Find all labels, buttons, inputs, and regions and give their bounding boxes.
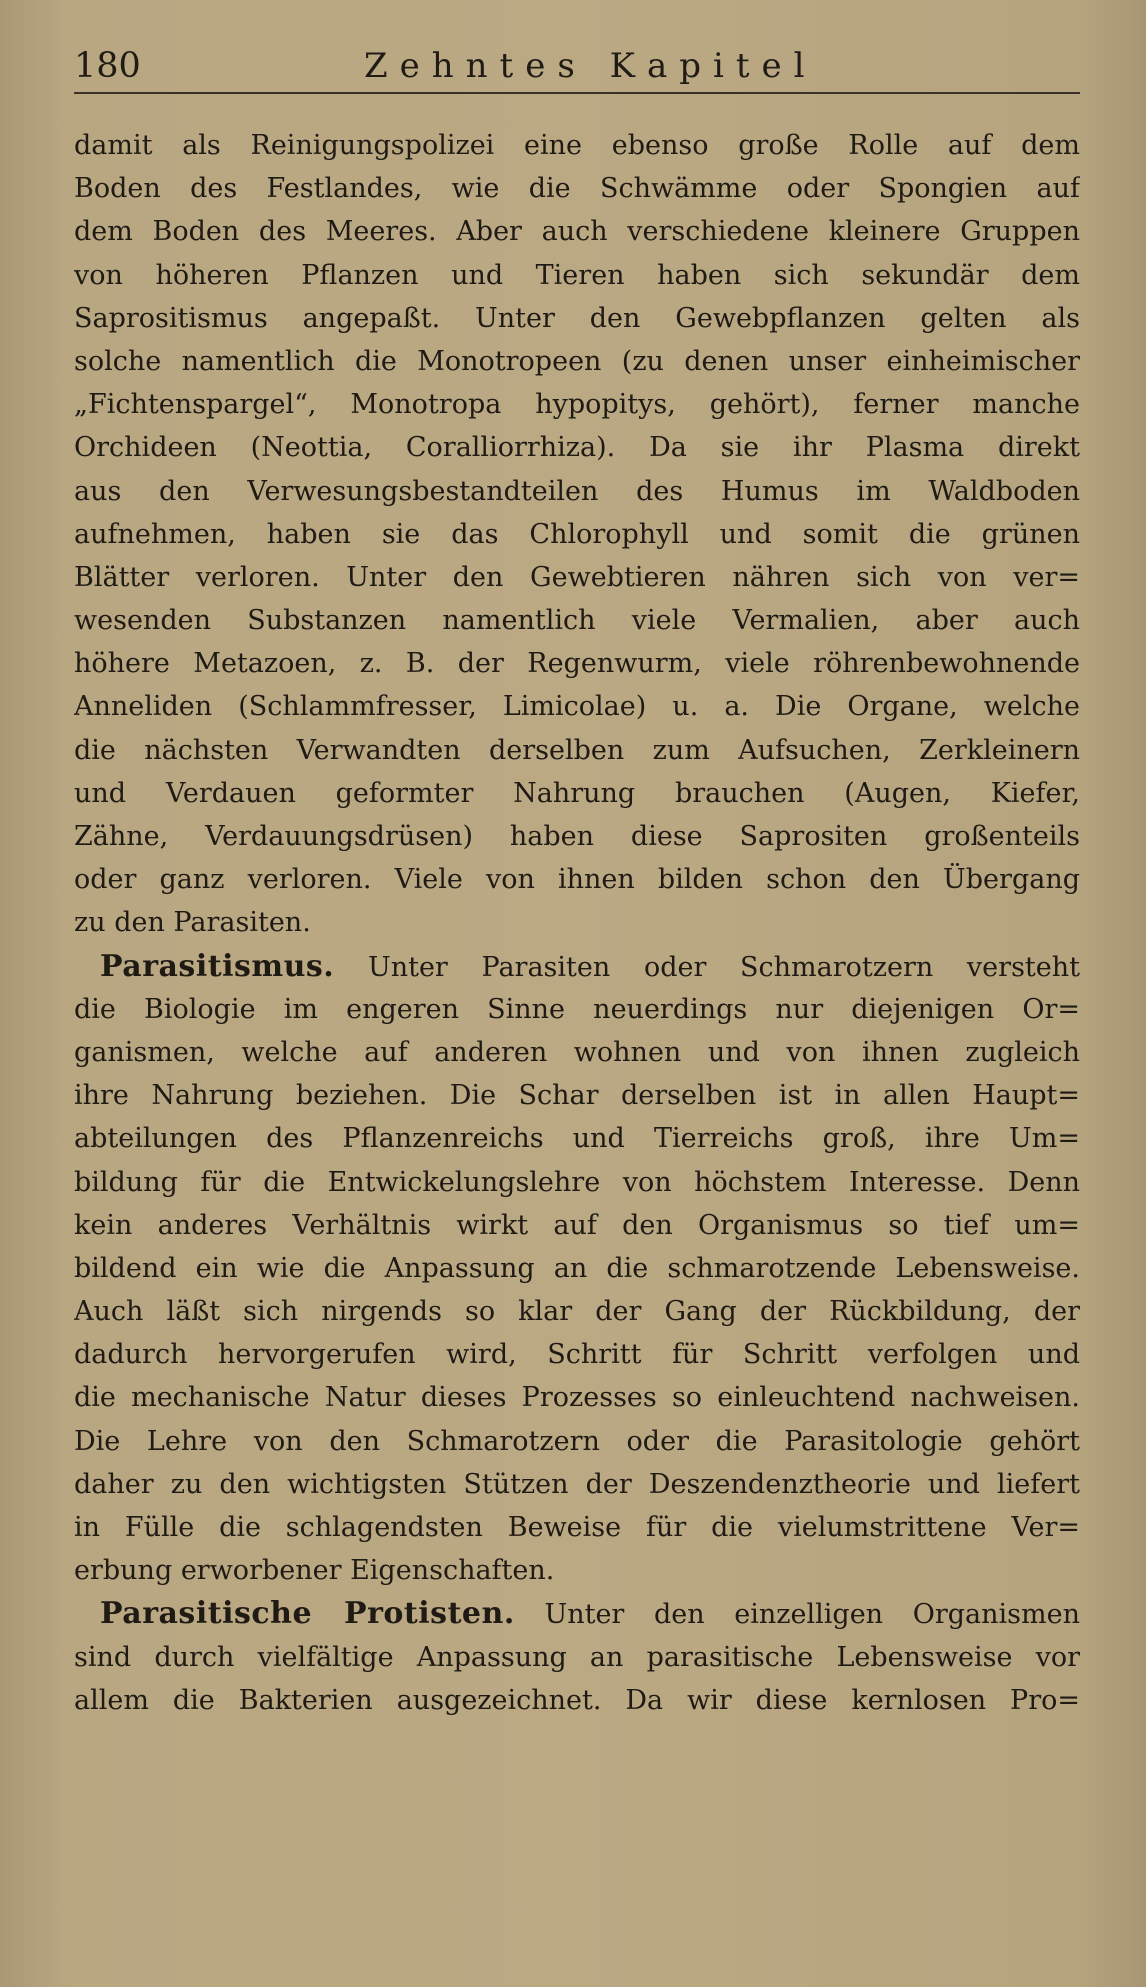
text-line: dadurch hervorgerufen wird, Schritt für Schritt verfolgen und [74,1339,1080,1371]
paragraph-start-parasitische-protisten [74,1592,1080,1635]
text-line: von höheren Pflanzen und Tieren haben sich sekundär dem [74,259,1080,291]
text-line: Boden des Festlandes, wie die Schwämme oder Spongien auf [74,173,1080,205]
page-number: 180 [74,46,141,86]
text-line: Zähne, Verdauungsdrüsen) haben diese Saprositen großenteils [74,821,1080,852]
text-line: bildung für die Entwickelungslehre von höchstem Interesse. Denn [74,1166,1080,1198]
text-line: solche namentlich die Monotropeen (zu denen unser einheimischer [74,345,1080,377]
text-line: Saprositismus angepaßt. Unter den Gewebpflanzen gelten als [74,302,1080,334]
text-line: erbung erworbener Eigenschaften. [74,1555,555,1587]
text-line: Blätter verloren. Unter den Gewebtieren nähren sich von ver= [74,561,1080,593]
text-line: Auch läßt sich nirgends so klar der Gang der Rückbildung, der [74,1296,1080,1328]
text-line: Die Lehre von den Schmarotzern oder die Parasitologie gehört [74,1425,1080,1457]
section-heading-parasitismus: Parasitismus. [100,948,335,984]
text-line: dem Boden des Meeres. Aber auch verschiedene kleinere Gruppen [74,216,1080,248]
text-line: allem die Bakterien ausgezeichnet. Da wir diese kernlosen Pro= [74,1684,1080,1716]
text-line: „Fichtenspargel“, Monotropa hypopitys, gehört), ferner manche [74,389,1080,421]
text-line: kein anderes Verhältnis wirkt auf den Organismus so tief um= [74,1209,1080,1241]
text-line: bildend ein wie die Anpassung an die schmarotzende Lebensweise. [74,1252,1080,1284]
text-line: abteilungen des Pflanzenreichs und Tierreichs groß, ihre Um= [74,1123,1080,1155]
text-line: höhere Metazoen, z. B. der Regenwurm, viele röhrenbewohnende [74,648,1080,680]
section-heading-parasitische-protisten: Parasitische Protisten. [100,1596,515,1632]
text-line: daher zu den wichtigsten Stützen der Deszendenztheorie und liefert [74,1468,1080,1500]
text-line: damit als Reinigungspolizei eine ebenso große Rolle auf dem [74,130,1080,161]
body-text [74,124,1080,1722]
header-rule [74,92,1080,94]
text-line: in Fülle die schlagendsten Beweise für die vielumstrittene Ver= [74,1512,1080,1543]
running-head: Zehntes Kapitel [364,46,817,86]
text-run: Unter den einzelligen Organismen [544,1599,1080,1631]
text-line: oder ganz verloren. Viele von ihnen bilden schon den Übergang [74,864,1080,896]
text-line: ihre Nahrung beziehen. Die Schar derselben ist in allen Haupt= [74,1080,1080,1112]
text-line: zu den Parasiten. [74,907,311,939]
text-line: sind durch vielfältige Anpassung an parasitische Lebensweise vor [74,1641,1080,1673]
text-line: die nächsten Verwandten derselben zum Aufsuchen, Zerkleinern [74,734,1080,766]
text-line: und Verdauen geformter Nahrung brauchen (Augen, Kiefer, [74,777,1080,809]
text-line: wesenden Substanzen namentlich viele Vermalien, aber auch [74,605,1080,637]
text-line: die mechanische Natur dieses Prozesses so einleuchtend nachweisen. [74,1382,1080,1414]
paragraph-start-parasitismus [74,945,1080,988]
text-line: Orchideen (Neottia, Coralliorrhiza). Da sie ihr Plasma direkt [74,432,1080,464]
page-header [74,44,1080,92]
text-line: die Biologie im engeren Sinne neuerdings nur diejenigen Or= [74,993,1080,1025]
text-line: Anneliden (Schlammfresser, Limicolae) u. a. Die Organe, welche [74,691,1080,723]
text-line: aufnehmen, haben sie das Chlorophyll und somit die grünen [74,518,1080,550]
text-line: aus den Verwesungsbestandteilen des Humus im Waldboden [74,475,1080,507]
text-run: Unter Parasiten oder Schmarotzern versteht [367,951,1080,983]
text-line: ganismen, welche auf anderen wohnen und von ihnen zugleich [74,1036,1080,1068]
